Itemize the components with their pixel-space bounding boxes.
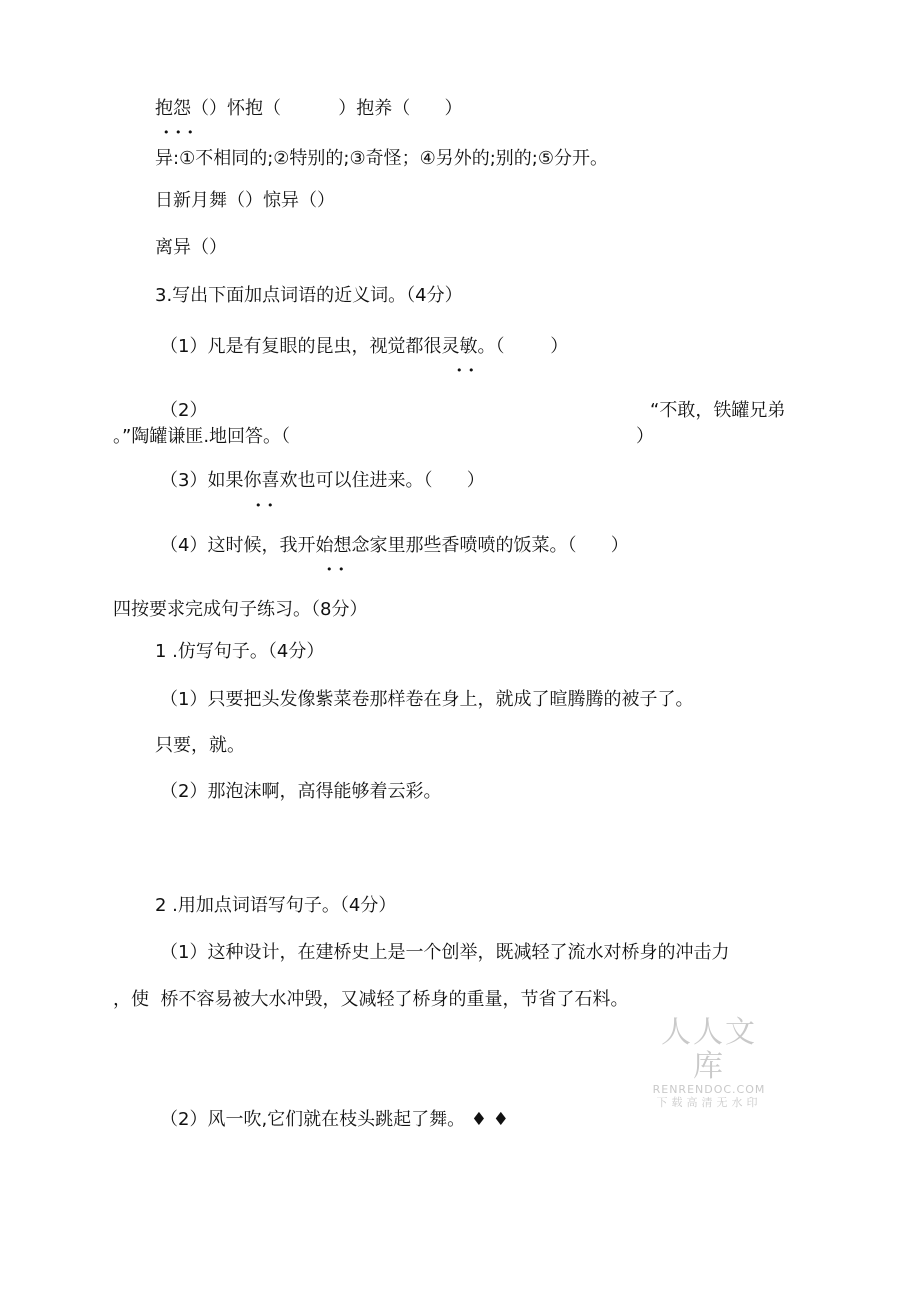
q3-item-2-paren: ）	[636, 426, 654, 447]
line-yi-words-1: 日新月舞（）惊异（）	[155, 190, 335, 211]
section-4-heading: 四按要求完成句子练习。（8分）	[113, 599, 368, 620]
watermark-title: 人人文库	[661, 1015, 757, 1084]
task-1-item-1: （1）只要把头发像紫菜卷那样卷在身上，就成了暄腾腾的被子了。	[160, 689, 694, 710]
emphasis-dots-3: • •	[255, 499, 275, 512]
q3-item-2-quote-end: 。”陶罐谦匪.地回答。（	[113, 426, 291, 447]
line-yi-definitions: 异:①不相同的;②特别的;③奇怪；④另外的;别的;⑤分开。	[155, 148, 609, 169]
watermark-slogan: 下载高清无水印	[656, 1096, 762, 1109]
task-1-answer-1: 只要，就。	[155, 735, 245, 756]
task-2-item-2: （2）风一吹,它们就在枝头跳起了舞。 ♦ ♦	[160, 1109, 509, 1130]
watermark	[646, 1016, 772, 1110]
emphasis-dots-4: • •	[326, 563, 346, 576]
watermark-site: RENRENDOC.COM	[652, 1083, 766, 1096]
line-yi-words-2: 离异（）	[155, 237, 227, 258]
q3-item-4: （4）这时候，我开始想念家里那些香喷喷的饭菜。（ ）	[160, 535, 629, 556]
task-1-item-2: （2）那泡沫啊，高得能够着云彩。	[160, 781, 442, 802]
emphasis-dots-1: • • •	[163, 126, 195, 139]
task-2-heading: 2 .用加点词语写句子。（4分）	[155, 895, 397, 916]
task-2-item-1-part-1: （1）这种设计，在建桥史上是一个创举，既减轻了流水对桥身的冲击力	[160, 942, 730, 963]
q3-item-2-number: （2）	[160, 400, 208, 421]
q3-item-1: （1）凡是有复眼的昆虫，视觉都很灵敏。（ ）	[160, 336, 569, 357]
task-2-item-1-part-2: ，使 桥不容易被大水冲毁，又减轻了桥身的重量，节省了石料。	[113, 989, 629, 1010]
emphasis-dots-2: • •	[456, 364, 476, 377]
question-3-heading: 3.写出下面加点词语的近义词。（4分）	[155, 285, 463, 306]
q3-item-3: （3）如果你喜欢也可以住进来。（ ）	[160, 470, 485, 491]
task-1-heading: 1 .仿写句子。（4分）	[155, 641, 325, 662]
line-bao-words: 抱怨（）怀抱（ ）抱养（ ）	[155, 98, 463, 119]
q3-item-2-quote-start: “不敢，铁罐兄弟	[650, 400, 786, 421]
